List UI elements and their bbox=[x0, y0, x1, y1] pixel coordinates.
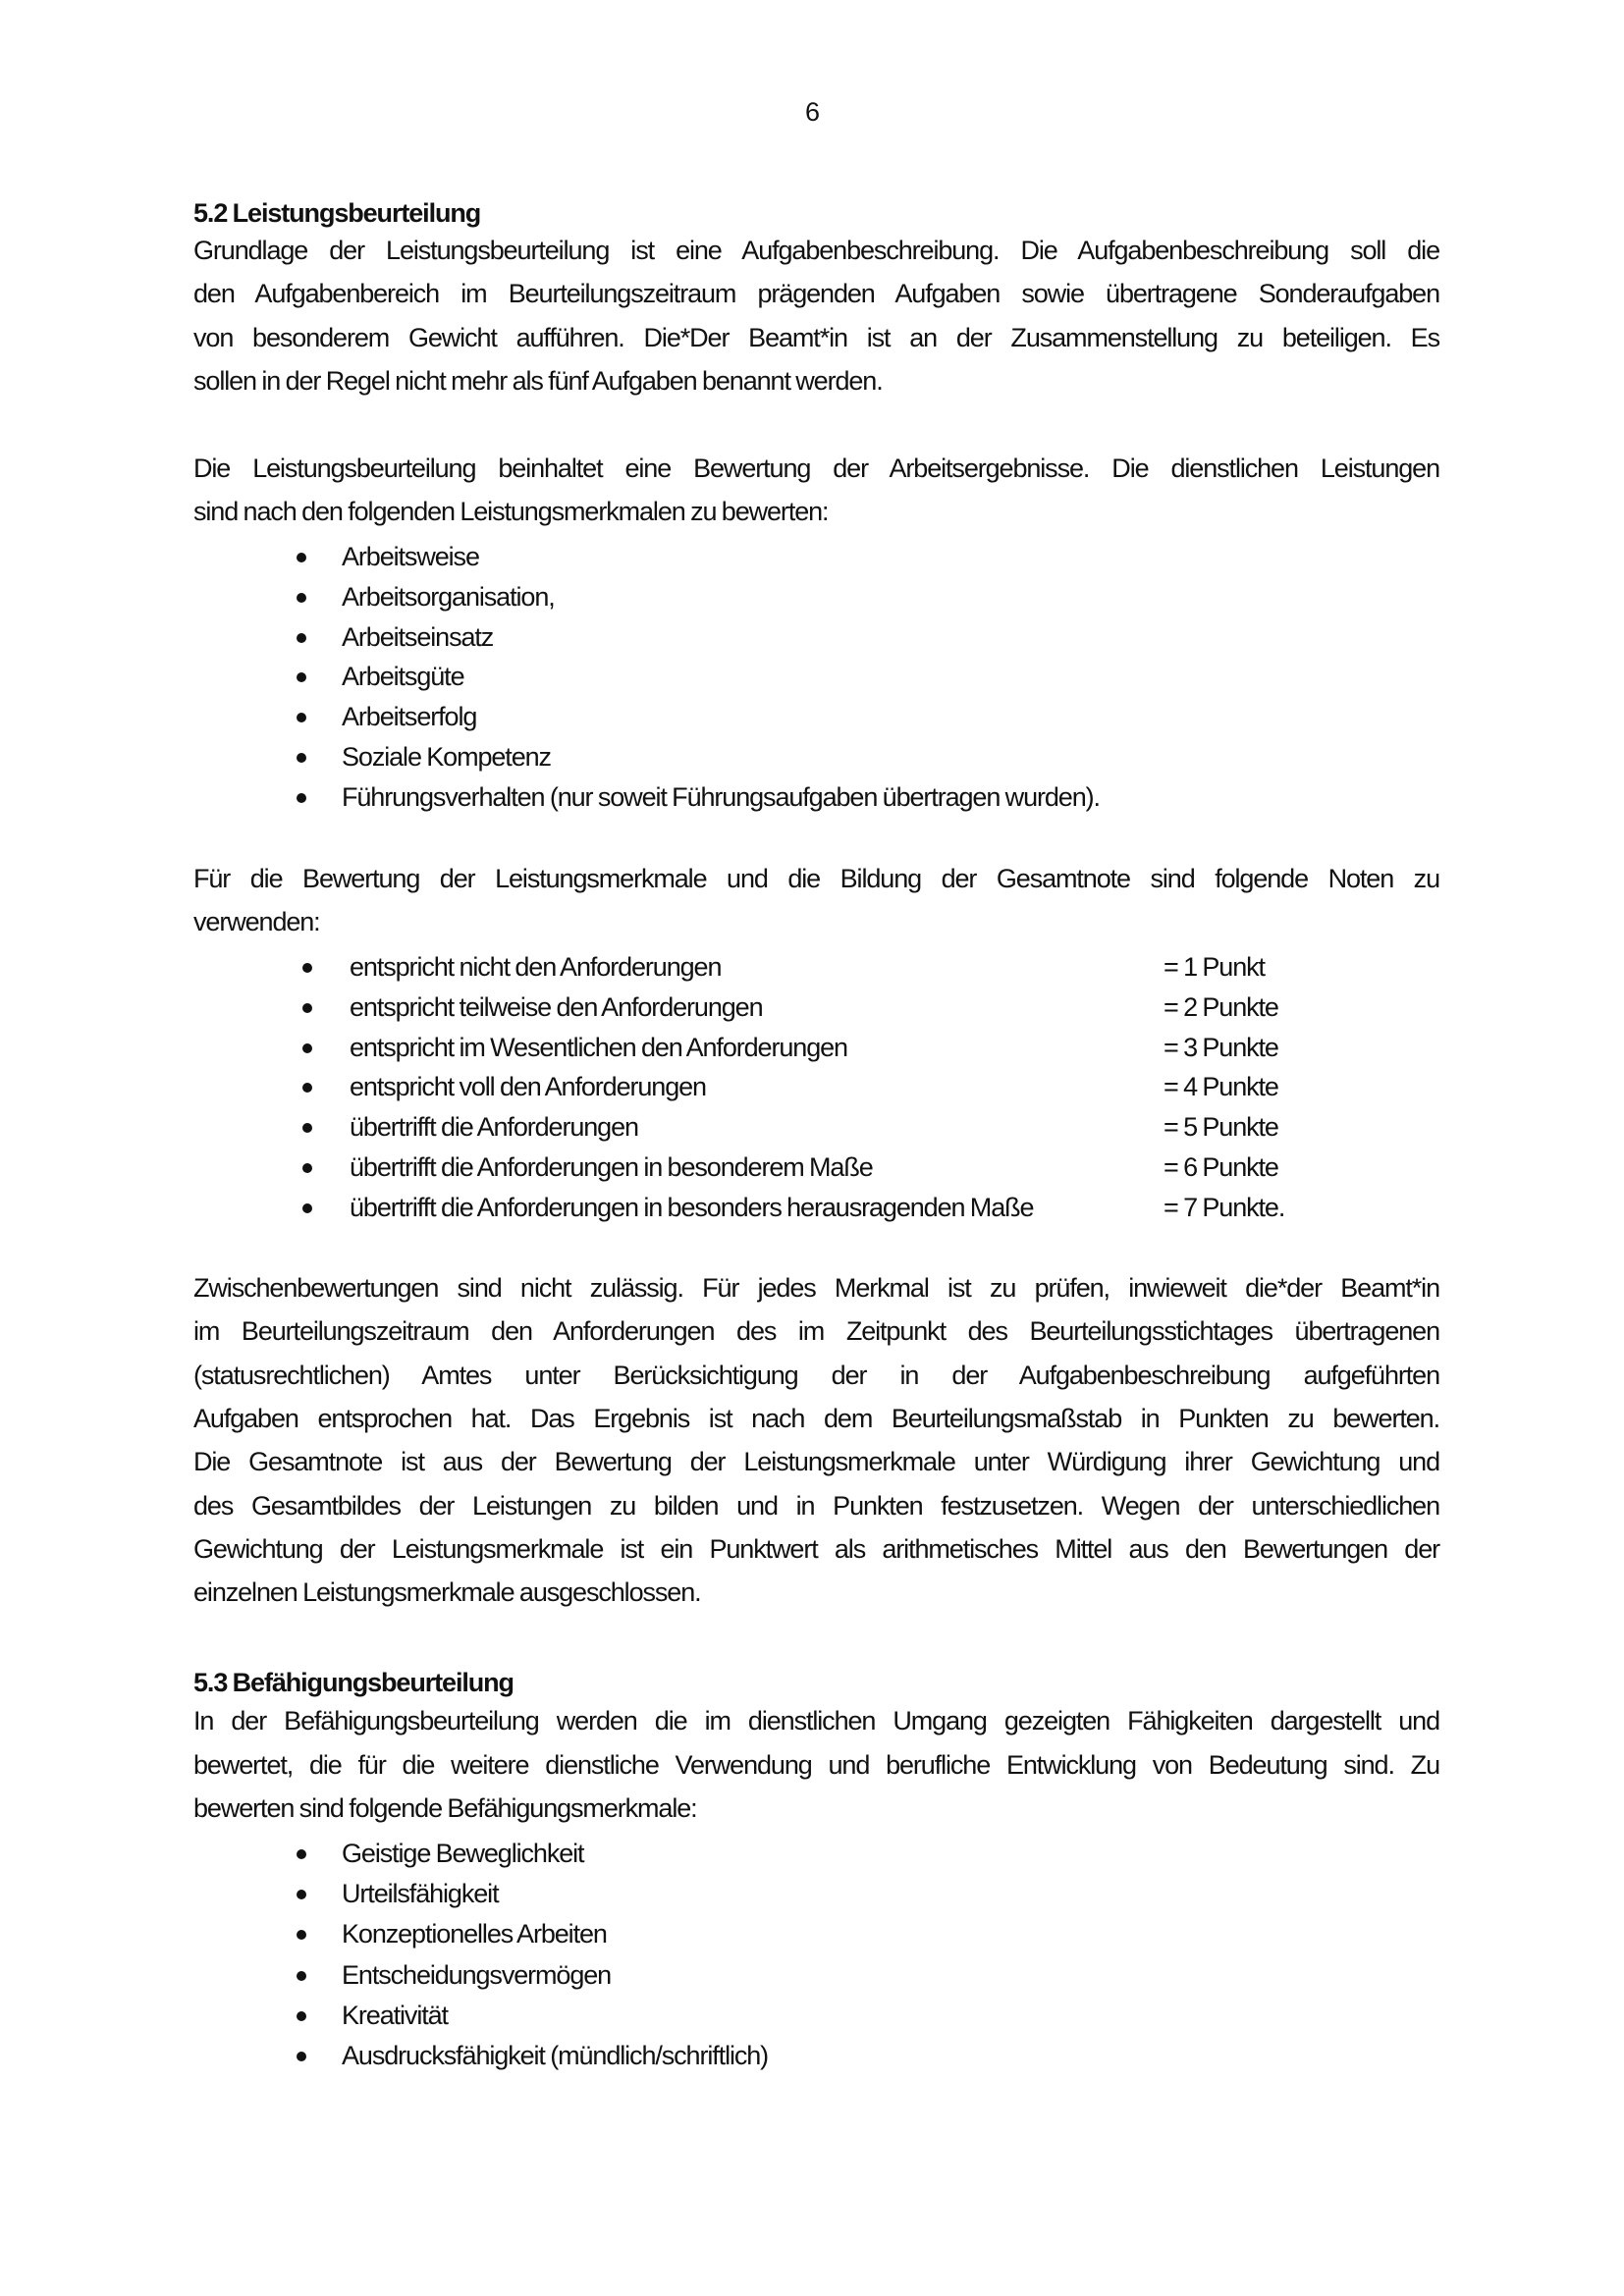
bullet-icon bbox=[297, 2011, 306, 2021]
list-item: Ausdrucksfähigkeit (mündlich/schriftlich) bbox=[342, 2041, 769, 2070]
bullet-icon bbox=[297, 713, 306, 722]
bullet-icon bbox=[302, 1163, 312, 1173]
bullet-icon bbox=[302, 1083, 312, 1093]
bullet-icon bbox=[302, 1203, 312, 1213]
bullet-icon bbox=[297, 2052, 306, 2061]
grade-points: = 5 Punkte bbox=[1164, 1112, 1278, 1143]
grade-label: entspricht teilweise den Anforderungen bbox=[350, 991, 763, 1022]
bullet-icon bbox=[297, 1930, 306, 1940]
bullet-icon bbox=[297, 793, 306, 803]
paragraph-line: des Gesamtbildes der Leistungen zu bilden und in Punkten festzusetzen. Wegen der unterschiedlichen bbox=[193, 1490, 1439, 1521]
list-item: Urteilsfähigkeit bbox=[342, 1879, 499, 1909]
paragraph-line: Für die Bewertung der Leistungsmerkmale und die Bildung der Gesamtnote sind folgende Noten zu bbox=[193, 864, 1439, 893]
bullet-icon bbox=[297, 553, 306, 562]
grade-points: = 7 Punkte. bbox=[1164, 1192, 1285, 1222]
list-item: Führungsverhalten (nur soweit Führungsaufgaben übertragen wurden). bbox=[342, 781, 1100, 812]
bullet-icon bbox=[302, 1003, 312, 1013]
bullet-icon bbox=[302, 1123, 312, 1133]
bullet-icon bbox=[297, 1971, 306, 1981]
list-item: Arbeitserfolg bbox=[342, 702, 477, 732]
bullet-icon bbox=[297, 1890, 306, 1899]
list-item: Geistige Beweglichkeit bbox=[342, 1839, 584, 1868]
paragraph-line: Die Gesamtnote ist aus der Bewertung der Leistungsmerkmale unter Würdigung ihrer Gewichtung und bbox=[193, 1447, 1439, 1477]
list-item: Kreativität bbox=[342, 2000, 448, 2030]
paragraph-line: verwenden: bbox=[193, 907, 320, 936]
section-heading: 5.2 Leistungsbeurteilung bbox=[193, 198, 481, 228]
list-item: Konzeptionelles Arbeiten bbox=[342, 1919, 607, 1949]
grade-label: übertrifft die Anforderungen in besonderem Maße bbox=[350, 1152, 873, 1182]
list-item: Arbeitsgüte bbox=[342, 662, 464, 692]
paragraph-line: von besonderem Gewicht aufführen. Die*Der Beamt*in ist an der Zusammenstellung zu beteiligen. Es bbox=[193, 322, 1439, 352]
list-item: Arbeitsorganisation, bbox=[342, 581, 555, 612]
list-item: Arbeitseinsatz bbox=[342, 621, 494, 652]
page-number: 6 bbox=[805, 97, 819, 127]
bullet-icon bbox=[297, 633, 306, 643]
bullet-icon bbox=[297, 672, 306, 682]
paragraph-line: In der Befähigungsbeurteilung werden die im dienstlichen Umgang gezeigten Fähigkeiten dargestellt und bbox=[193, 1706, 1439, 1735]
bullet-icon bbox=[302, 1043, 312, 1053]
grade-points: = 2 Punkte bbox=[1164, 991, 1278, 1022]
grade-points: = 3 Punkte bbox=[1164, 1032, 1278, 1062]
paragraph-line: (statusrechtlichen) Amtes unter Berücksichtigung der in der Aufgabenbeschreibung aufgeführten bbox=[193, 1360, 1439, 1390]
paragraph-line: einzelnen Leistungsmerkmale ausgeschlossen. bbox=[193, 1577, 701, 1608]
paragraph-line: sollen in der Regel nicht mehr als fünf Aufgaben benannt werden. bbox=[193, 365, 883, 396]
grade-label: entspricht voll den Anforderungen bbox=[350, 1072, 706, 1102]
paragraph-line: Aufgaben entsprochen hat. Das Ergebnis ist nach dem Beurteilungsmaßstab in Punkten zu bewerten. bbox=[193, 1403, 1439, 1433]
grade-label: entspricht im Wesentlichen den Anforderungen bbox=[350, 1032, 847, 1062]
grade-label: übertrifft die Anforderungen in besonders herausragenden Maße bbox=[350, 1192, 1034, 1222]
paragraph-line: im Beurteilungszeitraum den Anforderungen des im Zeitpunkt des Beurteilungsstichtages übertragenen bbox=[193, 1316, 1439, 1347]
list-item: Soziale Kompetenz bbox=[342, 742, 551, 772]
list-item: Arbeitsweise bbox=[342, 542, 479, 571]
bullet-icon bbox=[297, 593, 306, 603]
paragraph-line: sind nach den folgenden Leistungsmerkmalen zu bewerten: bbox=[193, 497, 829, 526]
grade-points: = 1 Punkt bbox=[1164, 952, 1265, 982]
grade-points: = 6 Punkte bbox=[1164, 1152, 1278, 1182]
paragraph-line: Zwischenbewertungen sind nicht zulässig. Für jedes Merkmal ist zu prüfen, inwieweit die*der Beamt*in bbox=[193, 1273, 1439, 1303]
section-heading: 5.3 Befähigungsbeurteilung bbox=[193, 1668, 514, 1697]
paragraph-line: Die Leistungsbeurteilung beinhaltet eine Bewertung der Arbeitsergebnisse. Die dienstlichen Leistungen bbox=[193, 454, 1439, 483]
paragraph-line: den Aufgabenbereich im Beurteilungszeitraum prägenden Aufgaben sowie übertragene Sonderaufgaben bbox=[193, 279, 1439, 309]
paragraph-line: bewerten sind folgende Befähigungsmerkmale: bbox=[193, 1793, 697, 1823]
bullet-icon bbox=[297, 1849, 306, 1859]
list-item: Entscheidungsvermögen bbox=[342, 1959, 612, 1990]
grade-label: entspricht nicht den Anforderungen bbox=[350, 952, 722, 982]
grade-points: = 4 Punkte bbox=[1164, 1072, 1278, 1102]
paragraph-line: Gewichtung der Leistungsmerkmale ist ein Punktwert als arithmetisches Mittel aus den Bewertungen der bbox=[193, 1533, 1439, 1564]
paragraph-line: Grundlage der Leistungsbeurteilung ist eine Aufgabenbeschreibung. Die Aufgabenbeschreibung soll die bbox=[193, 236, 1439, 265]
bullet-icon bbox=[297, 753, 306, 763]
bullet-icon bbox=[302, 963, 312, 973]
paragraph-line: bewertet, die für die weitere dienstliche Verwendung und berufliche Entwicklung von Bedeutung sind. Zu bbox=[193, 1749, 1439, 1780]
grade-label: übertrifft die Anforderungen bbox=[350, 1112, 638, 1143]
